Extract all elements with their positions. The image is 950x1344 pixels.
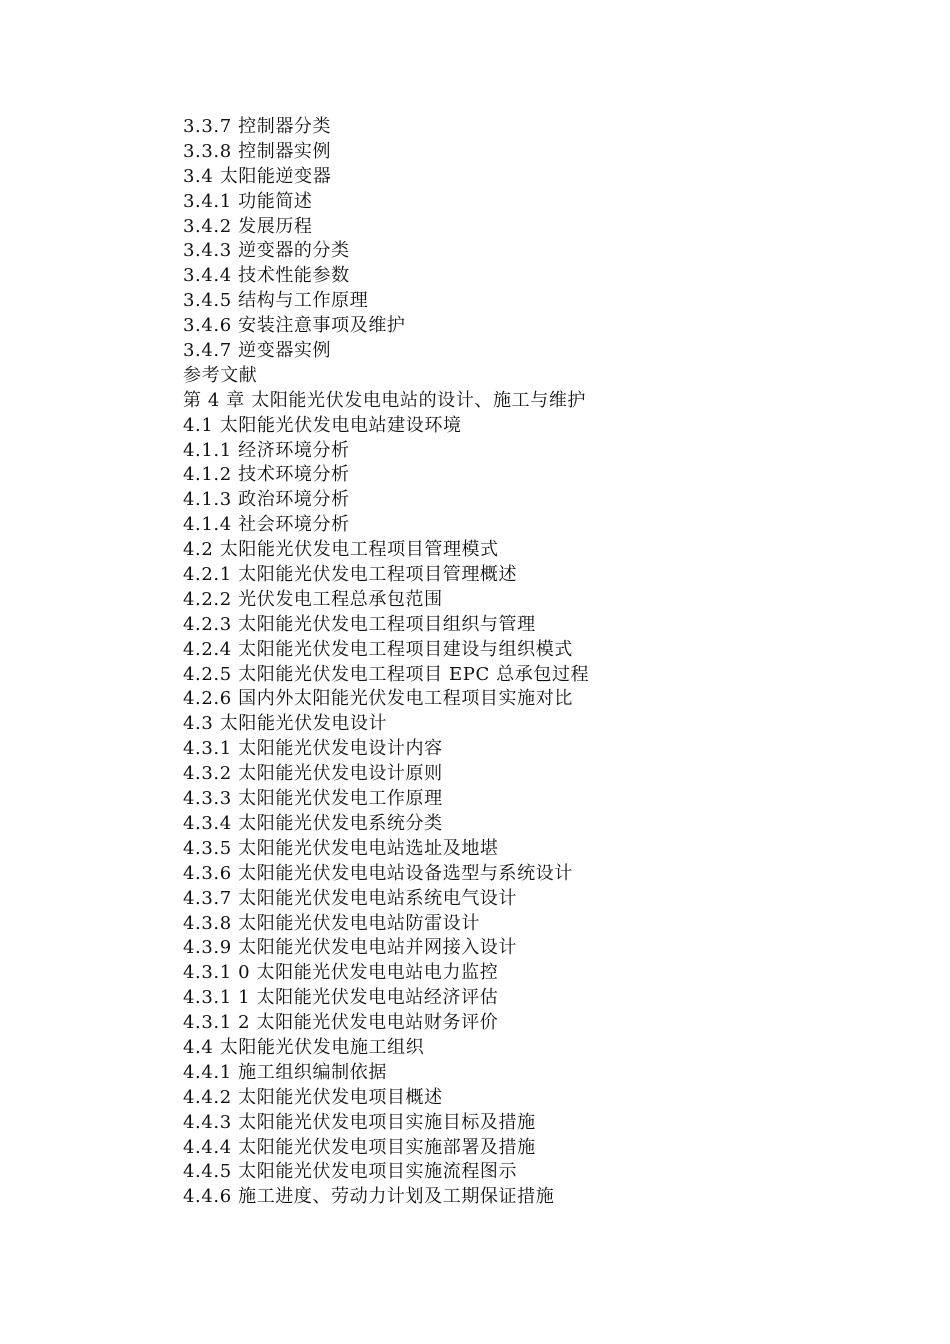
table-of-contents <box>183 115 589 1210</box>
toc-entry-3-3-8: 3.3.8 控制器实例 <box>183 140 332 162</box>
toc-entry-3-4-3: 3.4.3 逆变器的分类 <box>183 240 350 262</box>
toc-entry-4-2-4: 4.2.4 太阳能光伏发电工程项目建设与组织模式 <box>183 638 573 660</box>
toc-entry-4-2-2: 4.2.2 光伏发电工程总承包范围 <box>183 588 443 610</box>
toc-entry-4-3-12: 4.3.1 2 太阳能光伏发电电站财务评价 <box>183 1012 499 1034</box>
toc-entry-4-3-5: 4.3.5 太阳能光伏发电电站选址及地堪 <box>183 837 499 859</box>
toc-entry-4-2-5: 4.2.5 太阳能光伏发电工程项目 EPC 总承包过程 <box>183 663 590 685</box>
toc-entry-3-4: 3.4 太阳能逆变器 <box>183 165 332 187</box>
toc-entry-4-3-2: 4.3.2 太阳能光伏发电设计原则 <box>183 763 443 785</box>
toc-entry-4-3-8: 4.3.8 太阳能光伏发电电站防雷设计 <box>183 912 480 934</box>
toc-entry-4-3: 4.3 太阳能光伏发电设计 <box>183 713 388 735</box>
toc-entry-4-3-4: 4.3.4 太阳能光伏发电系统分类 <box>183 812 443 834</box>
toc-entry-4-4-3: 4.4.3 太阳能光伏发电项目实施目标及措施 <box>183 1111 536 1133</box>
toc-entry-4-4: 4.4 太阳能光伏发电施工组织 <box>183 1036 425 1058</box>
toc-entry-4-4-2: 4.4.2 太阳能光伏发电项目概述 <box>183 1086 443 1108</box>
toc-entry-3-4-1: 3.4.1 功能简述 <box>183 190 313 212</box>
toc-entry-4-4-5: 4.4.5 太阳能光伏发电项目实施流程图示 <box>183 1161 518 1183</box>
toc-entry-3-4-7: 3.4.7 逆变器实例 <box>183 340 332 362</box>
toc-entry-3-4-2: 3.4.2 发展历程 <box>183 215 313 237</box>
toc-entry-4-3-10: 4.3.1 0 太阳能光伏发电电站电力监控 <box>183 962 499 984</box>
toc-entry-4-4-4: 4.4.4 太阳能光伏发电项目实施部署及措施 <box>183 1136 536 1158</box>
toc-entry-4-1-2: 4.1.2 技术环境分析 <box>183 464 350 486</box>
toc-entry-3-4-6: 3.4.6 安装注意事项及维护 <box>183 315 406 337</box>
toc-entry-4-3-9: 4.3.9 太阳能光伏发电电站并网接入设计 <box>183 937 518 959</box>
toc-entry-4-3-11: 4.3.1 1 太阳能光伏发电电站经济评估 <box>183 987 499 1009</box>
toc-entry-4-3-7: 4.3.7 太阳能光伏发电电站系统电气设计 <box>183 887 518 909</box>
toc-entry-3-4-4: 3.4.4 技术性能参数 <box>183 265 350 287</box>
toc-entry-4-3-6: 4.3.6 太阳能光伏发电电站设备选型与系统设计 <box>183 862 573 884</box>
toc-entry-4-2-3: 4.2.3 太阳能光伏发电工程项目组织与管理 <box>183 613 536 635</box>
toc-entry-4-3-3: 4.3.3 太阳能光伏发电工作原理 <box>183 788 443 810</box>
toc-entry-3-3-7: 3.3.7 控制器分类 <box>183 116 332 137</box>
toc-entry-4-2-1: 4.2.1 太阳能光伏发电工程项目管理概述 <box>183 564 518 586</box>
toc-entry-4-4-6: 4.4.6 施工进度、劳动力计划及工期保证措施 <box>183 1186 555 1208</box>
toc-entry-4-1-3: 4.1.3 政治环境分析 <box>183 489 350 511</box>
toc-entry-chapter-4: 第 4 章 太阳能光伏发电电站的设计、施工与维护 <box>183 389 587 411</box>
toc-entry-4-2: 4.2 太阳能光伏发电工程项目管理模式 <box>183 539 499 561</box>
toc-entry-4-3-1: 4.3.1 太阳能光伏发电设计内容 <box>183 738 443 760</box>
toc-entry-4-1-4: 4.1.4 社会环境分析 <box>183 514 350 536</box>
toc-entry-4-1-1: 4.1.1 经济环境分析 <box>183 439 350 461</box>
toc-entry-4-1: 4.1 太阳能光伏发电电站建设环境 <box>183 414 462 436</box>
toc-entry-4-4-1: 4.4.1 施工组织编制依据 <box>183 1061 387 1083</box>
toc-entry-4-2-6: 4.2.6 国内外太阳能光伏发电工程项目实施对比 <box>183 688 573 710</box>
toc-entry-3-4-5: 3.4.5 结构与工作原理 <box>183 290 369 312</box>
toc-entry-references: 参考文献 <box>183 364 258 386</box>
